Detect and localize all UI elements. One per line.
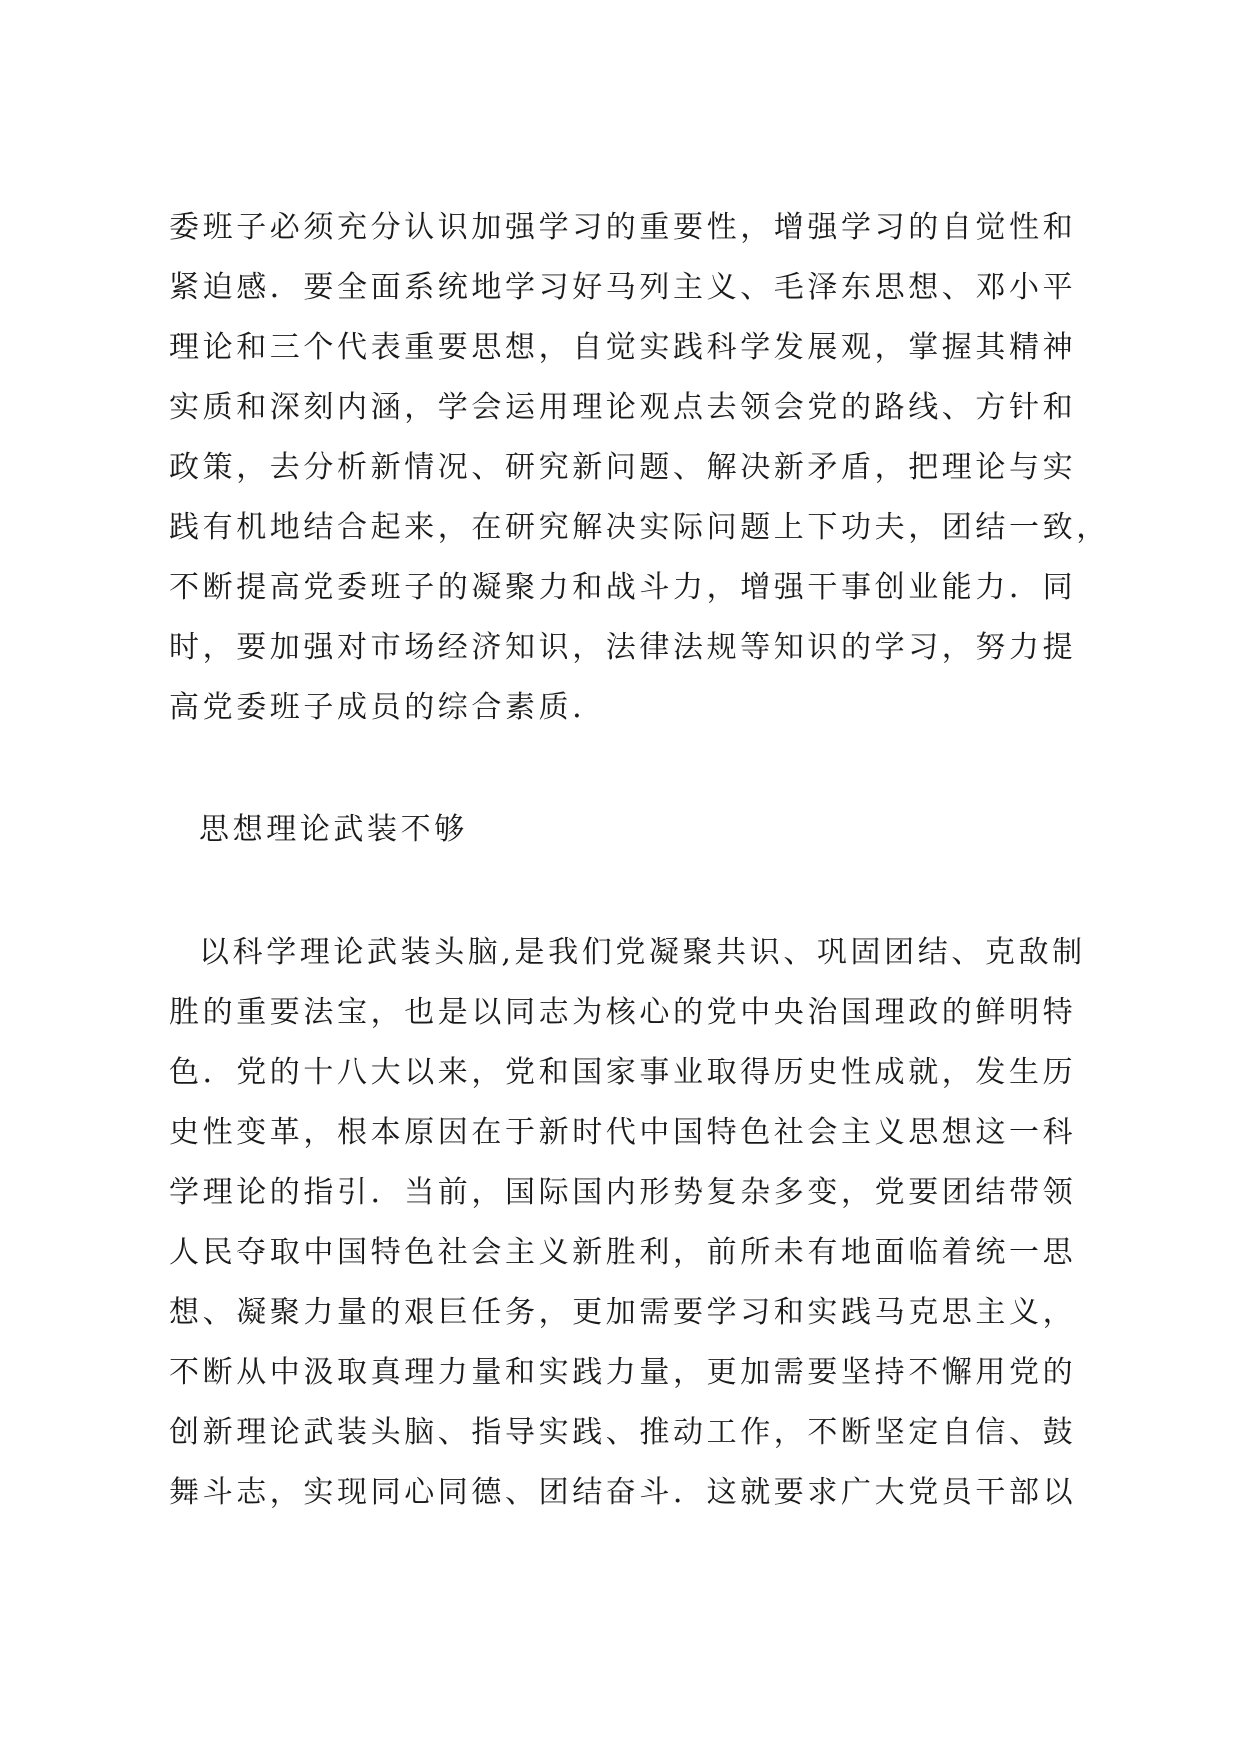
paragraph-2-line: 创新理论武装头脑、指导实践、推动工作，不断坚定自信、鼓 [169, 1415, 1077, 1450]
paragraph-1-line: 时，要加强对市场经济知识，法律法规等知识的学习，努力提 [169, 630, 1077, 665]
paragraph-2-line: 色．党的十八大以来，党和国家事业取得历史性成就，发生历 [169, 1055, 1077, 1090]
paragraph-2-line: 史性变革，根本原因在于新时代中国特色社会主义思想这一科 [169, 1115, 1077, 1150]
paragraph-2-line: 人民夺取中国特色社会主义新胜利，前所未有地面临着统一思 [169, 1235, 1077, 1270]
paragraph-1-line: 紧迫感．要全面系统地学习好马列主义、毛泽东思想、邓小平 [169, 270, 1077, 305]
paragraph-1-line: 实质和深刻内涵，学会运用理论观点去领会党的路线、方针和 [169, 390, 1077, 425]
paragraph-1-line: 政策，去分析新情况、研究新问题、解决新矛盾，把理论与实 [169, 450, 1077, 485]
paragraph-2-line: 以科学理论武装头脑,是我们党凝聚共识、巩固团结、克敌制 [199, 935, 1086, 970]
section-heading: 思想理论武装不够 [199, 812, 468, 847]
paragraph-1-line: 理论和三个代表重要思想，自觉实践科学发展观，掌握其精神 [169, 330, 1077, 365]
paragraph-1-line: 委班子必须充分认识加强学习的重要性，增强学习的自觉性和 [169, 210, 1077, 245]
paragraph-2-line: 胜的重要法宝，也是以同志为核心的党中央治国理政的鲜明特 [169, 995, 1077, 1030]
paragraph-1-line: 高党委班子成员的综合素质． [169, 690, 606, 725]
paragraph-2-line: 不断从中汲取真理力量和实践力量，更加需要坚持不懈用党的 [169, 1355, 1077, 1390]
paragraph-1-line: 践有机地结合起来，在研究解决实际问题上下功夫，团结一致， [169, 510, 1110, 545]
paragraph-1-line: 不断提高党委班子的凝聚力和战斗力，增强干事创业能力．同 [169, 570, 1077, 605]
paragraph-2-line: 学理论的指引．当前，国际国内形势复杂多变，党要团结带领 [169, 1175, 1077, 1210]
paragraph-2-line: 想、凝聚力量的艰巨任务，更加需要学习和实践马克思主义， [169, 1295, 1077, 1330]
paragraph-2-line: 舞斗志，实现同心同德、团结奋斗．这就要求广大党员干部以 [169, 1475, 1077, 1510]
